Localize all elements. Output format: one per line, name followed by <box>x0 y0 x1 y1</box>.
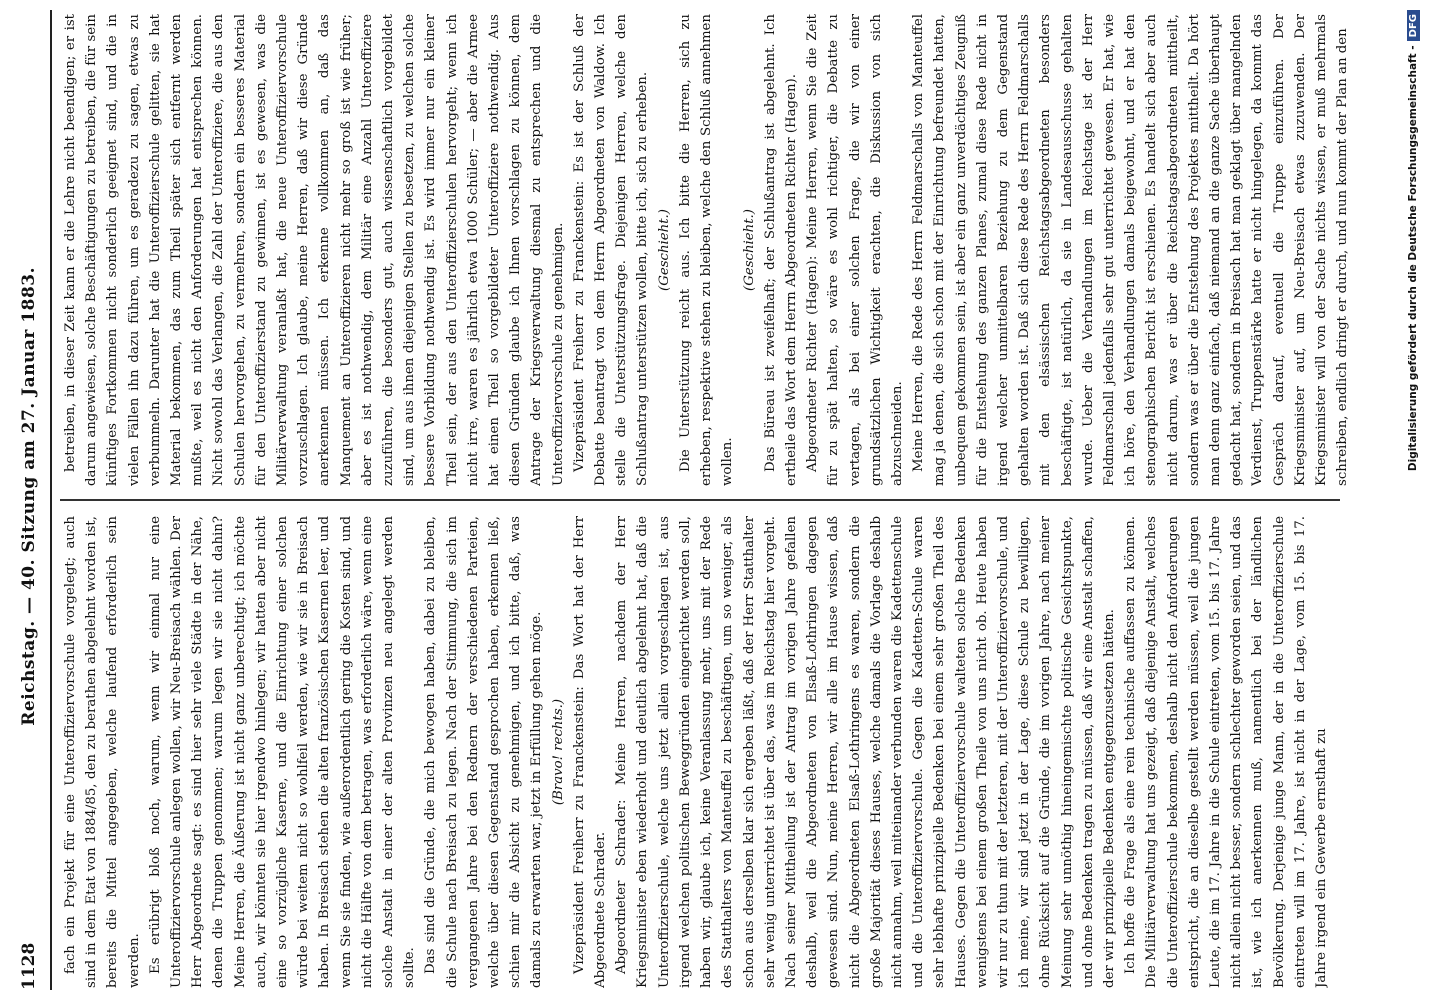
paragraph: Die Unterstützung reicht aus. Ich bitte die Herren, sich zu erheben, respektive stehen zu bleiben, welche den Schluß annehmen wollen. <box>677 14 736 486</box>
paragraph: Das Büreau ist zweifelhaft; der Schlußantrag ist abgelehnt. Ich ertheile das Wort dem Herrn Abgeordneten Richter (Hagen). <box>762 14 799 486</box>
paragraph: Vizepräsident Freiherr zu Franckenstein: Das Wort hat der Herr Abgeordnete Schrader. <box>571 516 609 988</box>
header-rule <box>50 10 52 990</box>
page-header <box>14 10 44 990</box>
stage-direction: (Geschieht.) <box>741 209 757 291</box>
paragraph: betreiben, in dieser Zeit kann er die Lehre nicht beendigen; er ist darum angewiesen, solche Beschäftigungen zu betreiben, die für sein künftiges Fortkommen nicht sonderlich geeignet sind, und die in vielen Fällen ihn dazu führen, um es geradezu zu sagen, etwas zu verbummeln. Darunter hat die Unteroffizierschule gelitten, sie hat Material bekommen, das zum Theil später sich entfernt werden mußte, weil es nicht den Anforderungen hat entsprechen können. Nicht sowohl das Verlangen, die Zahl der Unteroffiziere, die aus den Schulen hervorgehen, zu vermehren, sondern ein besseres Material für den Unteroffizierstand zu gewinnen, ist es gewesen, was die Militärverwaltung veranlaßt hat, die neue Unteroffiziervorschule vorzuschlagen. Ich glaube, meine Herren, daß wir diese Gründe anerkennen müssen. Ich erkenne vollkommen an, daß das Manquement an Unteroffizieren nicht mehr so groß ist wie früher; aber es ist nothwendig, dem Militär eine Anzahl Unteroffiziere zuzuführen, die besonders gut, auch wissenschaftlich vorgebildet sind, um aus ihnen diejenigen Stellen zu besetzen, zu welchen solche bessere Vorbildung nothwendig ist. Es wird immer nur ein kleiner Theil sein, der aus den Unteroffizierschulen hervorgeht; wenn ich nicht irre, waren es jährlich etwa 1000 Schüler; — aber die Armee hat einen Theil so vorgebildeter Unteroffiziere nothwendig. Aus diesen Gründen glaube ich Ihnen vorschlagen zu können, dem Antrage der Kriegsverwaltung diesmal zu entsprechen und die Unteroffiziervorschule zu genehmigen. <box>63 14 566 486</box>
column-divider <box>60 500 1340 502</box>
paragraph: Abgeordneter Richter (Hagen): Meine Herren, wenn Sie die Zeit für zu spät halten, so wäre es wohl richtiger, die Debatte zu vertagen, als bei einer solchen Frage, die wir von einer grundsätzlichen Wichtigkeit erachten, die Diskussion von sich abzuschneiden. <box>805 14 905 486</box>
paragraph: Meine Herren, die Rede des Herrn Feldmarschalls von Manteuffel mag ja denen, die sich schon mit der Einrichtung befreundet hatten, unbequem gekommen sein, ist aber ein ganz unverdächtiges Zeugniß für die Entstehung des ganzen Planes, zumal diese Rede nicht in irgend welcher unmittelbaren Beziehung zu dem Gegenstand gehalten worden ist. Daß sich diese Rede des Herrn Feldmarschalls mit den elsässischen Reichstagsabgeordneten besonders beschäftigte, ist natürlich, da sie in Landesausschusse gehalten wurde. Ueber die Verhandlungen im Reichstage ist der Herr Feldmarschall jedenfalls sehr gut unterrichtet gewesen. Er hat, wie ich höre, den Verhandlungen damals beigewohnt, und er hat den stenographischen Bericht ist erschienen. Es handelt sich aber auch nicht darum, was er über die Reichstagsabgeordneten mittheilt, sondern was er über die Entstehung des Projektes mittheilt. Da hört man denn ganz einfach, daß niemand an die ganze Sache überhaupt gedacht hat, sondern in Breisach hat man geklagt über mangelnden Verdienst, Truppenstärke hatte er nicht hingelegen, da kommt das Gespräch darauf, eventuell die Truppe einzuführen. Der Kriegsminister auf, um Neu-Breisach etwas zuzuwenden. Der Kriegsminister will von der Sache nichts wissen, er muß mehrmals schreiben, endlich dringt er durch, und nun kommt der Plan an den <box>911 14 1350 486</box>
paragraph: Vizepräsident Freiherr zu Franckenstein: Es ist der Schluß der Debatte beantragt von dem Herrn Abgeordneten von Waldow. Ich stelle die Unterstützungsfrage. Diejenigen Herren, welche den Schlußantrag unterstützen wollen, bitte ich, sich zu erheben. <box>571 14 651 486</box>
paragraph: fach ein Projekt für eine Unteroffiziervorschule vorgelegt; auch sind in dem Etat von 1884/85, den zu berathen abgelehnt worden ist, bereits die Mittel angegeben, welche laufend erforderlich sein werden. <box>63 516 142 988</box>
paragraph: Es erübrigt bloß noch, warum, wenn wir einmal nur eine Unteroffiziervorschule anlegen wollen, wir Neu-Breisach wählen. Der Herr Abgeordnete sagt: es sind hier sehr viele Städte in der Nähe, denen die Truppen genommen; warum legen wir sie nicht dahin? Meine Herren, die Äußerung ist nicht ganz unberechtigt; ich möchte auch, wir könnten sie hier irgendwo hinlegen; wir hatten aber nicht eine so vorzügliche Kaserne, und die Einrichtung einer solchen würde bei weitem nicht so wohlfeil werden, wie wir sie in Breisach haben. In Breisach stehen die alten französischen Kasernen leer, und wenn Sie sie finden, wie außerordentlich gering die Kosten sind, und nicht die Hälfte von dem betragen, was erforderlich wäre, wenn eine solche Anstalt in einer der alten Provinzen neu angelegt werden sollte. <box>147 516 418 988</box>
paragraph: Ich hoffe die Frage als eine rein technische auffassen zu können. Die Militärverwaltung hat uns gezeigt, daß diejenige Anstalt, welches die Unteroffizierschule bekommen, deshalb nicht den Anforderungen entspricht, die an dieselbe gestellt werden müssen, weil die jungen Leute, die im 17. Jahre in die Schule eintreten, vom 15. bis 17. Jahre nicht allein nicht besser, sondern schlechter geworden seien, und das ist, wie ich anerkennen muß, namentlich bei der ländlichen Bevölkerung. Derjenige junge Mann, der in die Unteroffizierschule eintreten will im 17. Jahre, ist nicht in der Lage, vom 15. bis 17. Jahre irgend ein Gewerbe ernsthaft zu <box>1123 516 1329 988</box>
dfg-logo: DFG <box>1407 10 1420 41</box>
page-title: Reichstag. — 40. Sitzung am 27. Januar 1883. <box>19 266 39 726</box>
text-column-right <box>60 14 1350 486</box>
page-number: 1128 <box>19 942 39 990</box>
paragraph: Das sind die Gründe, die mich bewogen haben, dabei zu bleiben, die Schule nach Breisach zu legen. Nach der Stimmung, die sich im vergangenen Jahre bei den Rednern der verschiedenen Parteien, welche über diesen Gegenstand gesprochen haben, erkennen ließ, schien mir die Absicht zu genehmigen, und ich bitte, daß, was damals zu erwarten war, jetzt in Erfüllung gehen möge. <box>423 516 545 988</box>
stage-direction: (Bravo! rechts.) <box>550 698 566 806</box>
digitization-credit <box>1400 0 1426 1000</box>
stage-direction: (Geschieht.) <box>656 209 672 291</box>
credit-text: Digitalisierung gefördert durch die Deutsche Forschungsgemeinschaft - <box>1407 45 1419 472</box>
text-column-left <box>60 516 1350 988</box>
paragraph: Abgeordneter Schrader: Meine Herren, nachdem der Herr Kriegsminister eben wiederholt und deutlich abgelehnt hat, daß die Unteroffizierschule, welche uns jetzt allein vorgeschlagen ist, aus irgend welchen politischen Beweggründen eingerichtet werden soll, haben wir, glaube ich, keine Veranlassung mehr, uns mit der Rede des Statthalters von Manteuffel zu beschäftigen, um so weniger, als schon aus derselben klar sich ergeben läßt, daß der Herr Statthalter sehr wenig unterrichtet ist über das, was im Reichstag hier vorgeht. Nach seiner Mittheilung ist der Antrag im vorigen Jahre gefallen deshalb, weil die Abgeordneten von Elsaß-Lothringen dagegen gewesen sind. Nun, meine Herren, wir alle im Hause wissen, daß nicht die Abgeordneten Elsaß-Lothringens es waren, sondern die große Majorität dieses Hauses, welche damals die Vorlage deshalb nicht annahm, weil miteinander verbunden waren die Kadettenschule und die Unteroffiziervorschule. Gegen die Kadetten-Schule waren sehr lebhafte prinzipielle Bedenken bei einem sehr großen Theil des Hauses. Gegen die Unteroffiziervorschule walteten solche Bedenken wenigstens bei einem großen Theile von uns nicht ob. Heute haben wir nur zu thun mit der letzteren, mit der Unteroffiziervorschule, und ich meine, wir sind jetzt in der Lage, diese Schule zu bewilligen, ohne Rücksicht auf die Gründe, die im vorigen Jahre, nach meiner Meinung sehr unnöthig hineingemischte politische Gesichtspunkte, und ohne Bedenken tragen zu müssen, daß wir eine Anstalt schaffen, der wir prinzipielle Bedenken entgegenzusetzen hätten. <box>614 516 1117 988</box>
